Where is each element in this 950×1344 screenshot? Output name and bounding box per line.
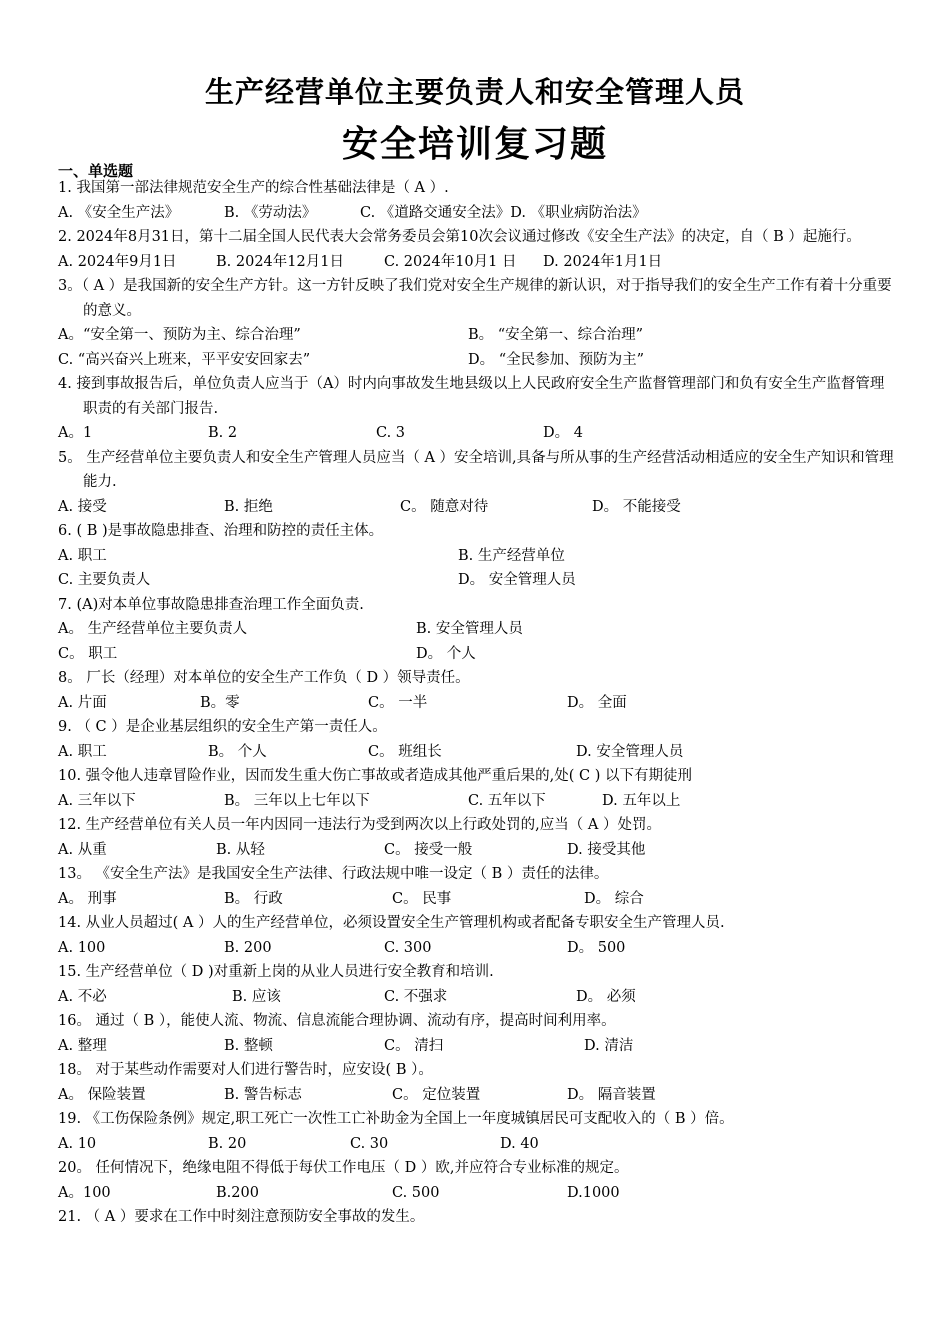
option: B.200 [216, 1184, 259, 1201]
question-text: 4. 接到事故报告后，单位负责人应当于（A）时内向事故发生地县级以上人民政府安全生产监督管理部门和负有安全生产监督管理职责的有关部门报告. [58, 376, 885, 417]
question-text: 7. (A)对本单位事故隐患排查治理工作全面负责. [58, 596, 364, 613]
option: B。 三年以上七年以下 [224, 792, 370, 809]
option: C. 主要负责人 [58, 572, 151, 588]
option: A. 从重 [58, 841, 107, 858]
option: C. 500 [392, 1184, 440, 1201]
option: D。 隔音装置 [567, 1086, 656, 1103]
question-text: 5。 生产经营单位主要负责人和安全生产管理人员应当（ A ）安全培训,具备与所从事的生产经营活动相适应的安全生产知识和管理能力. [58, 449, 894, 490]
question-text: 3。（ A ）是我国新的安全生产方针。这一方针反映了我们党对安全生产规律的新认识，对于指导我们的安全生产工作有着十分重要的意义。 [58, 278, 892, 319]
document-subtitle: 安全培训复习题 [341, 124, 608, 165]
option: A。 刑事 [58, 890, 117, 907]
option-row [58, 201, 898, 226]
question-text: 10. 强令他人违章冒险作业，因而发生重大伤亡事故或者造成其他严重后果的,处( C ) 以下有期徒刑 [58, 768, 693, 784]
option: D. 安全管理人员 [576, 743, 684, 760]
option: B. 整顿 [224, 1037, 273, 1054]
option: D。 全面 [567, 694, 627, 711]
option: A. 职工 [58, 547, 107, 564]
option: B. 2 [208, 425, 238, 441]
option: C。 职工 [58, 645, 118, 662]
option-row [58, 421, 898, 446]
question-text: 12. 生产经营单位有关人员一年内因同一违法行为受到两次以上行政处罚的,应当（ A ）处罚。 [58, 817, 661, 833]
option: C. 五年以下 [468, 792, 546, 809]
option: A. 职工 [58, 743, 107, 760]
option: C. “高兴奋兴上班来，平平安安回家去” [58, 351, 311, 368]
section-heading: 一、单选题 [58, 162, 134, 180]
option: A. 不必 [58, 988, 107, 1005]
option: D。 “全民参加、预防为主” [468, 351, 645, 368]
question-text: 18。 对于某些动作需要对人们进行警告时，应安设( B ）。 [58, 1062, 433, 1078]
option-row [58, 887, 898, 912]
option: A. 《安全生产法》 [58, 204, 180, 221]
option-row [58, 1132, 898, 1157]
option: D。 个人 [416, 645, 476, 662]
option-row [58, 936, 898, 961]
option: A。100 [58, 1184, 111, 1201]
option: B. 应该 [232, 988, 281, 1005]
option: C. 《道路交通安全法》D. 《职业病防治法》 [360, 204, 647, 221]
option: D. 清洁 [584, 1037, 634, 1054]
option-row [58, 495, 898, 520]
option: C。 随意对待 [400, 498, 489, 515]
option-row [58, 544, 898, 569]
question-text: 15. 生产经营单位（ D )对重新上岗的从业人员进行安全教育和培训. [58, 964, 494, 980]
option: B. 2024年12月1日 [216, 253, 344, 270]
option: C。 民事 [392, 890, 452, 907]
option: C。 清扫 [384, 1037, 444, 1054]
option: A。 保险装置 [58, 1086, 146, 1103]
option-row [58, 1083, 898, 1108]
option: A. 接受 [58, 498, 107, 515]
option: C. 30 [350, 1135, 389, 1152]
question-text: 14. 从业人员超过( A ）人的生产经营单位，必须设置安全生产管理机构或者配备专职安全生产管理人员. [58, 915, 725, 931]
option: B. 20 [208, 1135, 247, 1152]
question-list [58, 176, 898, 1230]
option-row [58, 838, 898, 863]
option: B。 “安全第一、综合治理” [468, 327, 644, 343]
option-row [58, 250, 898, 275]
option: A。 生产经营单位主要负责人 [58, 621, 248, 637]
option: A. 片面 [58, 694, 107, 711]
option: D. 五年以上 [602, 792, 681, 809]
option: A。1 [58, 425, 93, 441]
option: C。 一半 [368, 694, 428, 711]
question-text: 9. （ C ）是企业基层组织的安全生产第一责任人。 [58, 719, 387, 735]
option-row [58, 1181, 898, 1206]
option-row [58, 617, 898, 642]
option: B。 个人 [208, 743, 267, 760]
option: D。 500 [567, 939, 626, 956]
option: C。 定位装置 [392, 1086, 481, 1103]
option: B. 拒绝 [224, 498, 273, 515]
option: D。 不能接受 [592, 498, 681, 515]
question-text: 13。 《安全生产法》是我国安全生产法律、行政法规中唯一设定（ B ）责任的法律。 [58, 866, 609, 882]
question-text: 19. 《工伤保险条例》规定,职工死亡一次性工亡补助金为全国上一年度城镇居民可支配收入的（ B ）倍。 [58, 1111, 734, 1127]
question-text: 1. 我国第一部法律规范安全生产的综合性基础法律是（ A ）. [58, 180, 449, 196]
option: C. 300 [384, 939, 432, 956]
option: C. 2024年10月1 日 [384, 253, 517, 270]
option-row [58, 642, 898, 667]
question-text: 8。 厂长（经理）对本单位的安全生产工作负（ D ）领导责任。 [58, 670, 470, 686]
option: C。 班组长 [368, 743, 442, 760]
option: A. 10 [58, 1135, 97, 1152]
option-row [58, 323, 898, 348]
option: B. 安全管理人员 [416, 621, 523, 637]
option: D. 40 [500, 1135, 539, 1152]
option: A. 2024年9月1日 [58, 253, 177, 270]
option: C. 不强求 [384, 988, 448, 1005]
option: B. 《劳动法》 [224, 204, 317, 221]
option: B. 200 [224, 939, 272, 956]
question-text: 2. 2024年8月31日，第十二届全国人民代表大会常务委员会第10次会议通过修改《安全生产法》的决定，自（ B ）起施行。 [58, 229, 861, 245]
document-title: 生产经营单位主要负责人和安全管理人员 [204, 75, 745, 109]
option: B. 从轻 [216, 841, 265, 858]
option: D。 4 [543, 425, 583, 441]
option: D。 综合 [584, 890, 644, 907]
question-text: 20。 任何情况下，绝缘电阻不得低于每伏工作电压（ D ）欧,并应符合专业标准的规定。 [58, 1160, 629, 1176]
option: D. 接受其他 [567, 841, 646, 858]
option: B. 警告标志 [224, 1086, 302, 1103]
option-row [58, 348, 898, 373]
option: D. 2024年1月1日 [543, 253, 663, 270]
question-text: 21. （ A ）要求在工作中时刻注意预防安全事故的发生。 [58, 1209, 425, 1225]
option-row [58, 568, 898, 593]
option: C。 接受一般 [384, 841, 473, 858]
question-text: 6. ( B )是事故隐患排查、治理和防控的责任主体。 [58, 523, 384, 539]
question-text: 16。 通过（ B ），能使人流、物流、信息流能合理协调、流动有序，提高时间利用率。 [58, 1013, 616, 1029]
option-row [58, 691, 898, 716]
option: C. 3 [376, 425, 406, 441]
option: A。“安全第一、预防为主、综合治理” [58, 327, 301, 343]
option-row [58, 985, 898, 1010]
option: D.1000 [567, 1184, 620, 1201]
option: D。 必须 [576, 988, 636, 1005]
option-row [58, 789, 898, 814]
option: D。 安全管理人员 [458, 572, 576, 588]
option: A. 三年以下 [58, 792, 136, 809]
option: A. 整理 [58, 1037, 107, 1054]
option: A. 100 [58, 939, 106, 956]
option-row [58, 1034, 898, 1059]
option: B. 生产经营单位 [458, 547, 565, 564]
option: B。零 [200, 694, 240, 711]
option-row [58, 740, 898, 765]
option: B。 行政 [224, 890, 283, 907]
